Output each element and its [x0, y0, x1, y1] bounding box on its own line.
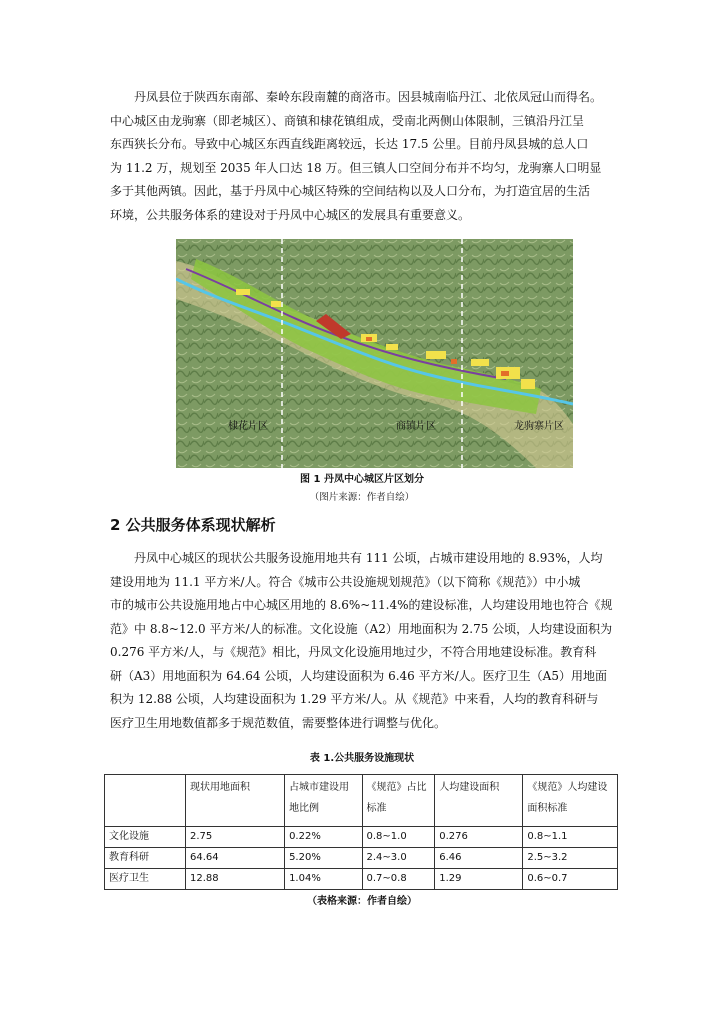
table-header-cell [105, 775, 186, 827]
body-line: 医疗卫生用地数值都多于规范数值，需要整体进行调整与优化。 [110, 715, 447, 730]
table-cell: 文化设施 [105, 827, 186, 848]
table-cell: 12.88 [186, 869, 285, 890]
intro-line: 丹凤县位于陕西东南部、秦岭东段南麓的商洛市。因县城南临丹江、北依凤冠山而得名。 [134, 90, 603, 104]
table-cell: 0.6~0.7 [523, 869, 618, 890]
table-header-cell: 《规范》人均建设面积标准 [523, 775, 618, 827]
table-cell: 1.29 [435, 869, 523, 890]
table-row [105, 869, 618, 890]
intro-line: 中心城区由龙驹寨（即老城区）、商镇和棣花镇组成，受南北两侧山体限制，三镇沿丹江呈 [110, 113, 585, 128]
table-cell: 6.46 [435, 848, 523, 869]
table-header-row [105, 775, 618, 827]
table-cell: 医疗卫生 [105, 869, 186, 890]
intro-line: 环境，公共服务体系的建设对于丹凤中心城区的发展具有重要意义。 [110, 207, 471, 222]
table-header-cell: 人均建设面积 [435, 775, 523, 827]
label-dihua: 棣花片区 [228, 421, 268, 432]
table-cell: 0.276 [435, 827, 523, 848]
body-line: 丹凤中心城区的现状公共服务设施用地共有 111 公顷，占城市建设用地的 8.93%，人均 [134, 551, 603, 565]
table-cell: 0.8~1.1 [523, 827, 618, 848]
table-cell: 0.8~1.0 [362, 827, 435, 848]
district-map-figure [176, 239, 573, 468]
table-cell: 0.22% [285, 827, 362, 848]
body-line: 范》中 8.8~12.0 平方米/人的标准。文化设施（A2）用地面积为 2.75 公顷，人均建设面积为 [110, 621, 613, 636]
body-line: 研（A3）用地面积为 64.64 公顷，人均建设面积为 6.46 平方米/人。医疗卫生（A5）用地面 [110, 668, 607, 683]
body-paragraph [110, 547, 615, 735]
body-line: 市的城市公共设施用地占中心城区用地的 8.6%~11.4%的建设标准，人均建设用地也符合《规 [110, 598, 613, 612]
figure-source: （图片来源：作者自绘） [309, 492, 415, 503]
section-title: 2 公共服务体系现状解析 [110, 516, 276, 534]
intro-line: 为 11.2 万，规划至 2035 年人口达 18 万。但三镇人口空间分布并不均匀，龙驹寨人口明显 [110, 160, 602, 175]
body-line: 积为 12.88 公顷，人均建设面积为 1.29 平方米/人。从《规范》中来看，人均的教育科研与 [110, 692, 599, 706]
table-header-cell: 现状用地面积 [186, 775, 285, 827]
figure-caption: 图 1 丹凤中心城区片区划分 [300, 474, 424, 485]
table-row [105, 827, 618, 848]
table-cell: 2.4~3.0 [362, 848, 435, 869]
table-header-cell: 《规范》占比标准 [362, 775, 435, 827]
district-map [176, 239, 573, 468]
table-title: 表 1.公共服务设施现状 [309, 753, 415, 764]
table-row [105, 848, 618, 869]
label-longjuzhai: 龙驹寨片区 [514, 421, 564, 432]
table-cell: 1.04% [285, 869, 362, 890]
table-cell: 5.20% [285, 848, 362, 869]
facility-status-table [104, 774, 618, 890]
intro-line: 东西狭长分布。导致中心城区东西直线距离较远，长达 17.5 公里。目前丹凤县城的总人口 [110, 137, 589, 151]
label-shangzhen: 商镇片区 [396, 421, 436, 432]
intro-paragraph [110, 86, 615, 227]
table-cell: 教育科研 [105, 848, 186, 869]
table-source: （表格来源：作者自绘） [307, 896, 417, 907]
intro-line: 多于其他两镇。因此，基于丹凤中心城区特殊的空间结构以及人口分布，为打造宜居的生活 [110, 184, 591, 198]
table-cell: 0.7~0.8 [362, 869, 435, 890]
table-cell: 2.75 [186, 827, 285, 848]
body-line: 0.276 平方米/人，与《规范》相比，丹凤文化设施用地过少，不符合用地建设标准。教育科 [110, 645, 597, 659]
table-cell: 2.5~3.2 [523, 848, 618, 869]
table-cell: 64.64 [186, 848, 285, 869]
body-line: 建设用地为 11.1 平方米/人。符合《城市公共设施规划规范》（以下简称《规范》）中小城 [110, 574, 581, 589]
table-header-cell: 占城市建设用地比例 [285, 775, 362, 827]
